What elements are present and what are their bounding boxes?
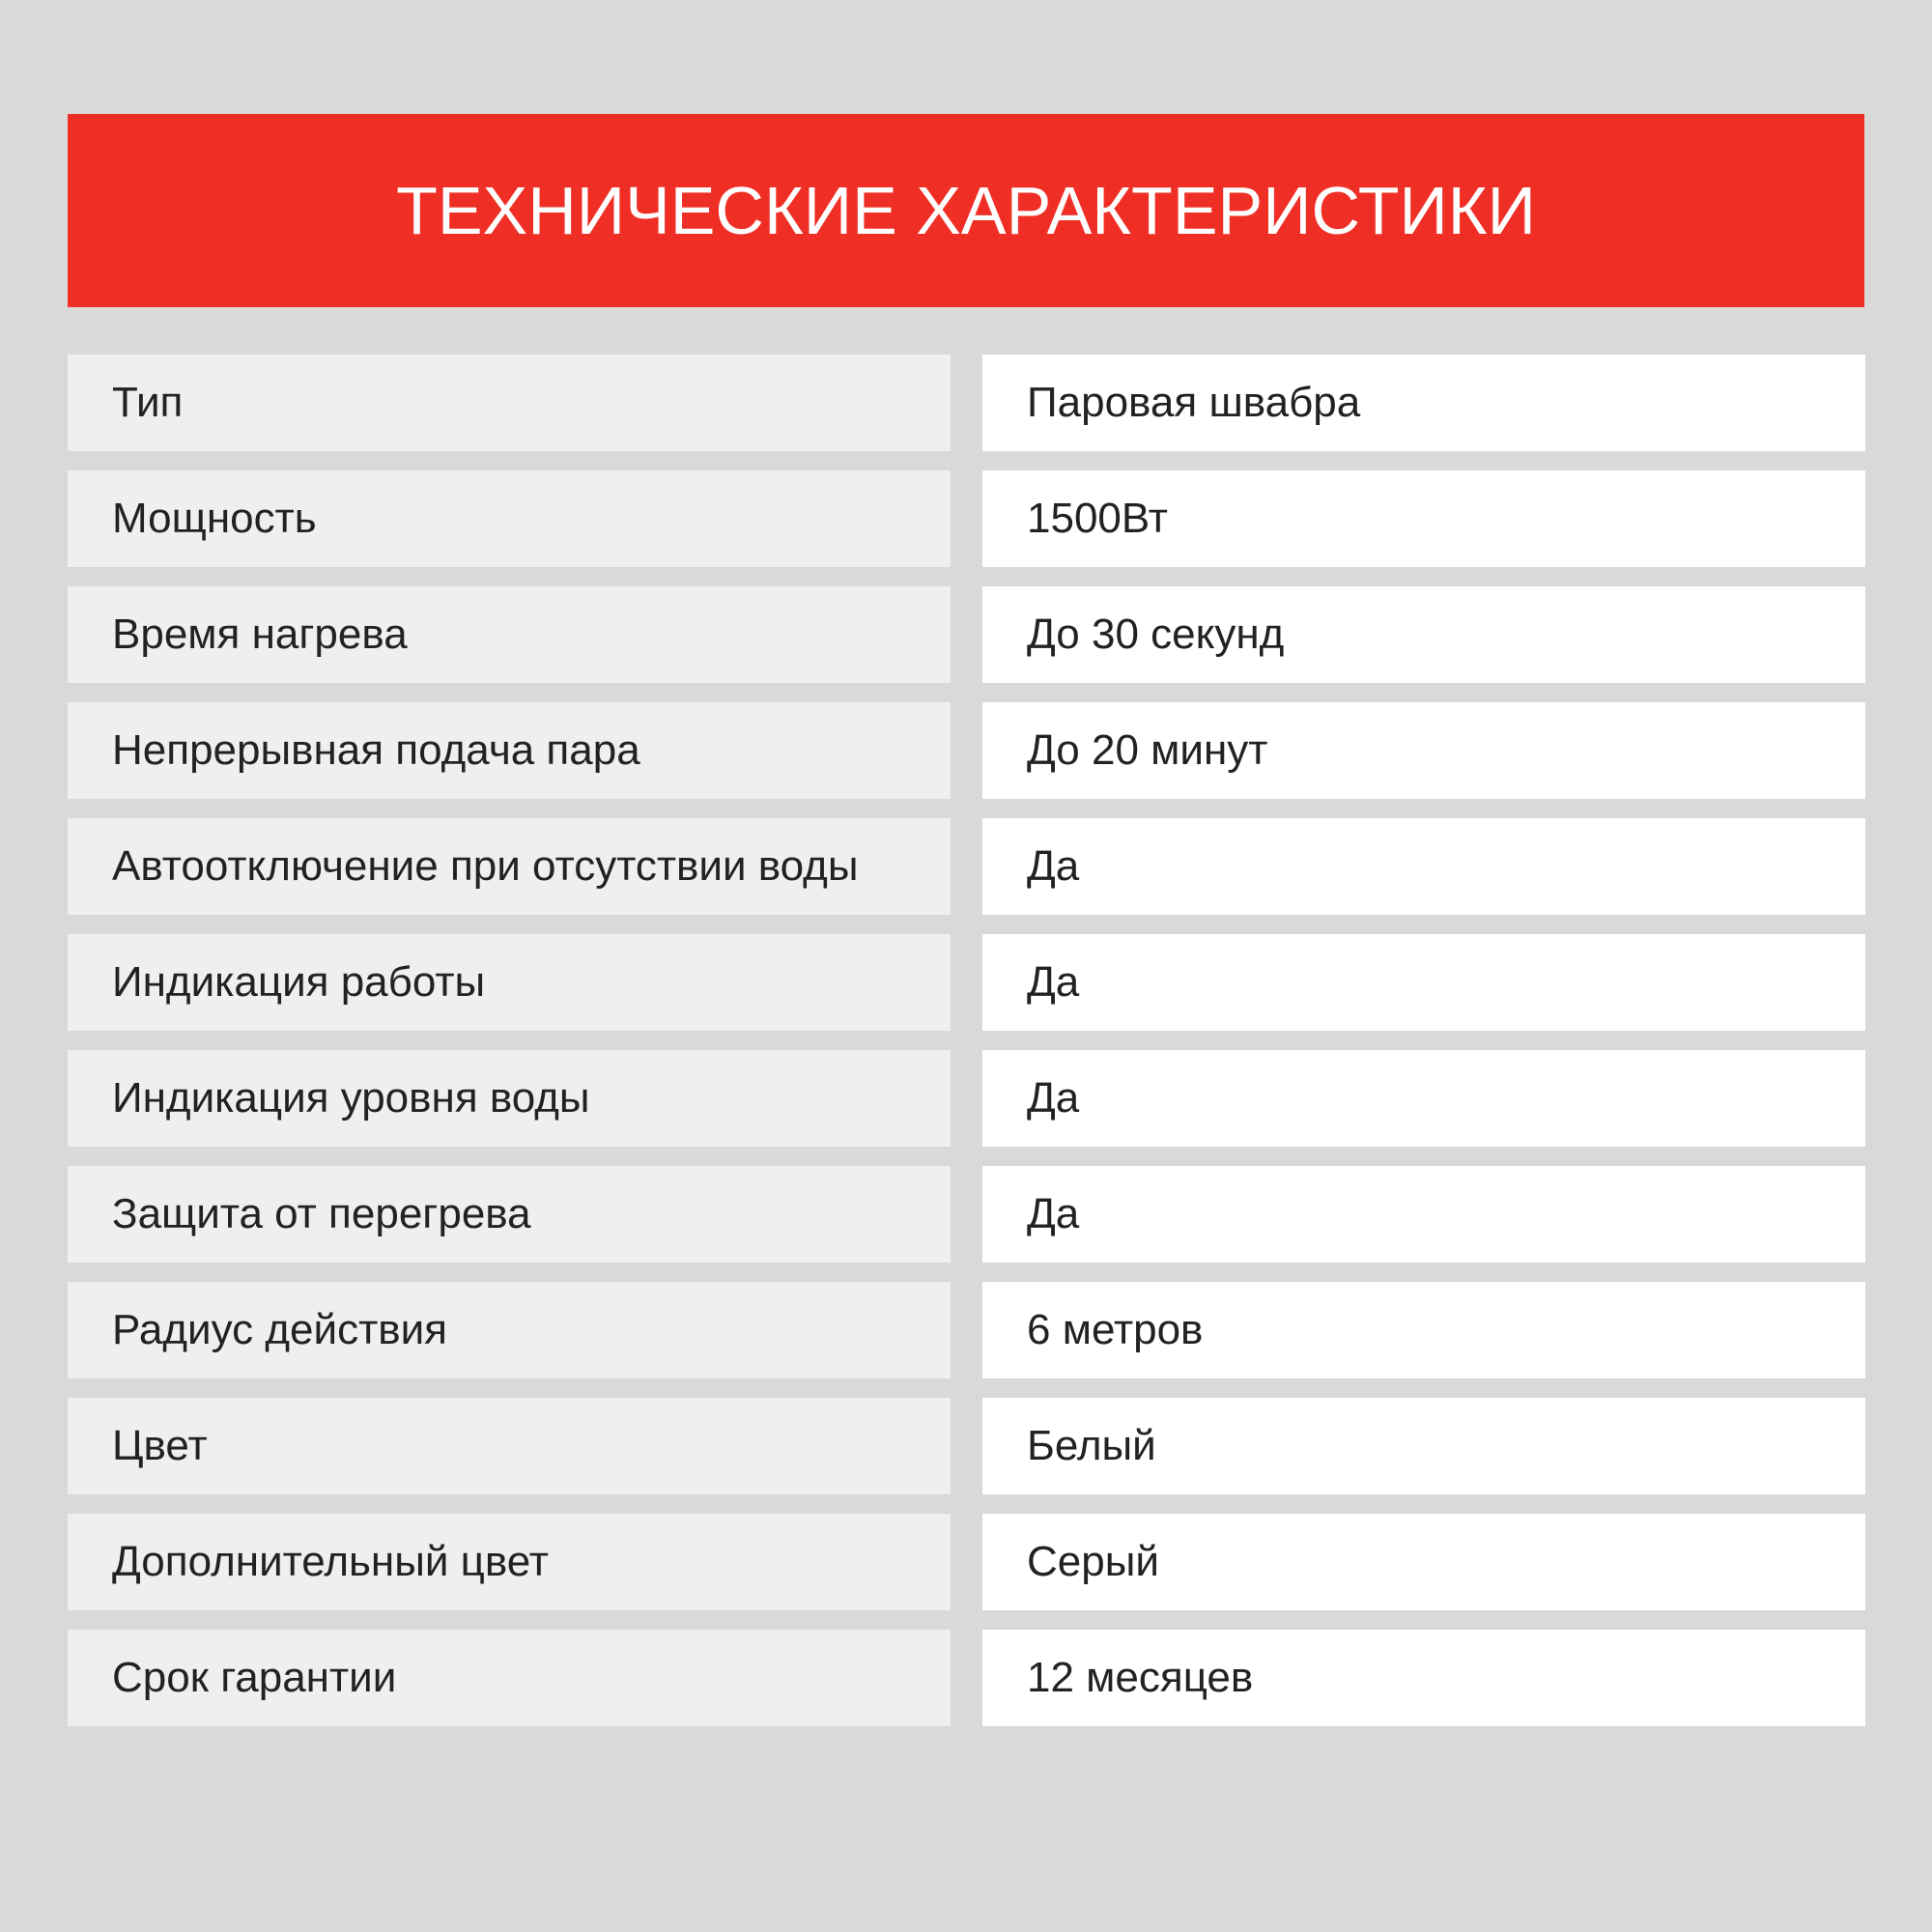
spec-row-heat-time xyxy=(68,586,1864,683)
header-banner xyxy=(68,114,1864,307)
spec-row-steam-supply xyxy=(68,702,1864,799)
spec-value: Да xyxy=(982,1166,1865,1263)
spec-row-water-level-indicator xyxy=(68,1050,1864,1147)
spec-value: Да xyxy=(982,934,1865,1031)
spec-row-secondary-color xyxy=(68,1514,1864,1610)
spec-row-warranty xyxy=(68,1630,1864,1726)
spec-label: Защита от перегрева xyxy=(68,1166,951,1263)
spec-label: Радиус действия xyxy=(68,1282,951,1378)
spec-row-power xyxy=(68,470,1864,567)
spec-label: Тип xyxy=(68,355,951,451)
spec-label: Дополнительный цвет xyxy=(68,1514,951,1610)
spec-row-color xyxy=(68,1398,1864,1494)
spec-value: Да xyxy=(982,818,1865,915)
spec-label: Время нагрева xyxy=(68,586,951,683)
spec-label: Индикация уровня воды xyxy=(68,1050,951,1147)
spec-value: До 20 минут xyxy=(982,702,1865,799)
spec-row-type xyxy=(68,355,1864,451)
spec-value: До 30 секунд xyxy=(982,586,1865,683)
spec-label: Мощность xyxy=(68,470,951,567)
spec-row-overheat-protection xyxy=(68,1166,1864,1263)
spec-label: Цвет xyxy=(68,1398,951,1494)
spec-label: Непрерывная подача пара xyxy=(68,702,951,799)
spec-row-range xyxy=(68,1282,1864,1378)
specs-table xyxy=(68,355,1864,1746)
spec-value: Паровая швабра xyxy=(982,355,1865,451)
spec-value: Белый xyxy=(982,1398,1865,1494)
spec-value: 6 метров xyxy=(982,1282,1865,1378)
spec-label: Индикация работы xyxy=(68,934,951,1031)
spec-label: Срок гарантии xyxy=(68,1630,951,1726)
spec-value: Да xyxy=(982,1050,1865,1147)
spec-row-operation-indicator xyxy=(68,934,1864,1031)
spec-row-auto-off xyxy=(68,818,1864,915)
spec-value: 12 месяцев xyxy=(982,1630,1865,1726)
spec-value: 1500Вт xyxy=(982,470,1865,567)
page-title: ТЕХНИЧЕСКИЕ ХАРАКТЕРИСТИКИ xyxy=(396,173,1536,248)
spec-value: Серый xyxy=(982,1514,1865,1610)
spec-label: Автоотключение при отсутствии воды xyxy=(68,818,951,915)
